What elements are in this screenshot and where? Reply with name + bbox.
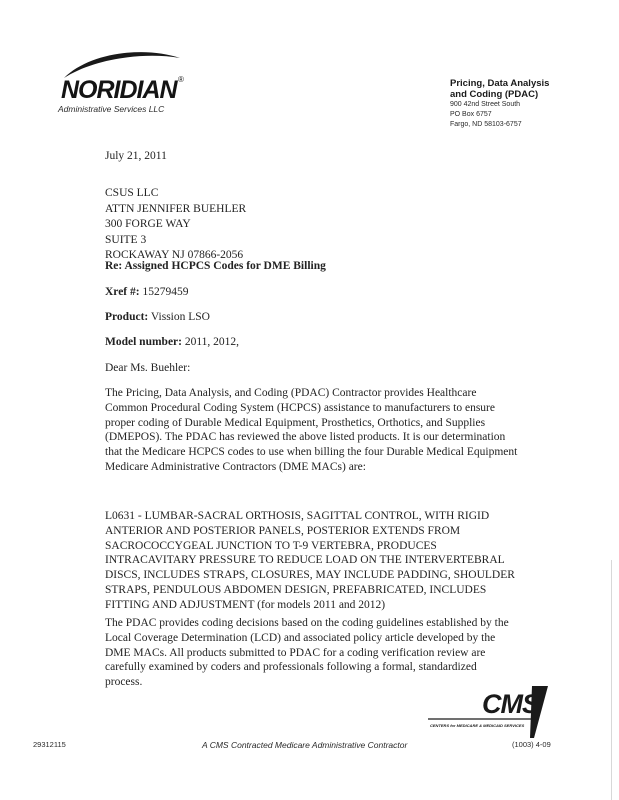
- recipient-city: ROCKAWAY NJ 07866-2056: [105, 249, 244, 261]
- logo-registered-mark: ®: [178, 75, 184, 84]
- model-value: 2011, 2012,: [184, 336, 240, 348]
- address-street: 900 42nd Street South: [450, 101, 521, 108]
- footer-contractor-note: A CMS Contracted Medicare Administrative Contractor: [202, 740, 408, 750]
- xref-line: [105, 285, 188, 300]
- recipient-suite: SUITE 3: [105, 233, 147, 246]
- letter-date: July 21, 2011: [105, 150, 167, 162]
- product-line: [105, 310, 210, 325]
- cms-subtitle: CENTERS for MEDICARE & MEDICAID SERVICES: [430, 723, 525, 728]
- org-name-line1: Pricing, Data Analysis: [450, 78, 550, 89]
- cms-logo: [424, 686, 552, 740]
- paragraph-line: Medicare Administrative Contractors (DME MACs) are:: [105, 460, 366, 473]
- footer-form-code: (1003) 4-09: [512, 740, 551, 749]
- model-label: Model number:: [105, 336, 182, 348]
- code-line: FITTING AND ADJUSTMENT (for models 2011 and 2012): [105, 598, 386, 611]
- recipient-street: 300 FORGE WAY: [105, 218, 191, 230]
- code-line: SACROCOCCYGEAL JUNCTION TO T-9 VERTEBRA, PRODUCES: [105, 539, 437, 552]
- recipient-company: CSUS LLC: [105, 187, 159, 199]
- re-line: Re: Assigned HCPCS Codes for DME Billing: [105, 260, 326, 272]
- org-name-line2: and Coding (PDAC): [450, 88, 539, 100]
- code-line: INTRACAVITARY PRESSURE TO REDUCE LOAD ON THE INTERVERTEBRAL: [105, 554, 505, 567]
- product-label: Product:: [105, 311, 149, 323]
- paragraph-line: Common Procedural Coding System (HCPCS) assistance to manufacturers to ensure: [105, 401, 495, 414]
- paragraph-line: Local Coverage Determination (LCD) and associated policy article developed by the: [105, 631, 496, 644]
- return-address: [450, 79, 549, 130]
- logo-subtitle: Administrative Services LLC: [58, 104, 165, 114]
- paragraph-line: DME MACs. All products submitted to PDAC for a coding verification review are: [105, 646, 486, 659]
- cms-wordmark: CMS: [482, 689, 539, 719]
- paragraph-coding-decisions: [105, 616, 565, 690]
- page-edge-line: [611, 560, 612, 800]
- paragraph-line: The Pricing, Data Analysis, and Coding (PDAC) Contractor provides Healthcare: [105, 387, 477, 399]
- address-city: Fargo, ND 58103-6757: [450, 121, 522, 128]
- code-line: ANTERIOR AND POSTERIOR PANELS, POSTERIOR EXTENDS FROM: [105, 524, 461, 537]
- salutation: Dear Ms. Buehler:: [105, 362, 191, 374]
- paragraph-line: The PDAC provides coding decisions based on the coding guidelines established by the: [105, 617, 509, 629]
- noridian-logo: [50, 42, 190, 112]
- xref-label: Xref #:: [105, 286, 140, 298]
- paragraph-line: proper coding of Durable Medical Equipment, Prosthetics, Orthotics, and Supplies: [105, 416, 486, 429]
- code-line: L0631 - LUMBAR-SACRAL ORTHOSIS, SAGITTAL CONTROL, WITH RIGID: [105, 510, 490, 522]
- hcpcs-code-description: [105, 509, 565, 613]
- paragraph-line: process.: [105, 676, 143, 689]
- paragraph-intro: [105, 386, 565, 475]
- recipient-address: [105, 186, 246, 264]
- paragraph-line: (DMEPOS). The PDAC has reviewed the above listed products. It is our determination: [105, 431, 506, 444]
- model-line: [105, 335, 239, 350]
- paragraph-line: carefully examined by coders and professionals following a formal, standardized: [105, 661, 477, 674]
- code-line: DISCS, INCLUDES STRAPS, CLOSURES, MAY INCLUDE PADDING, SHOULDER: [105, 569, 515, 582]
- paragraph-line: that the Medicare HCPCS codes to use when billing the four Durable Medical Equipment: [105, 446, 518, 459]
- product-value: Vission LSO: [150, 311, 210, 323]
- logo-wordmark: NORIDIAN: [61, 76, 177, 104]
- recipient-attn: ATTN JENNIFER BUEHLER: [105, 202, 247, 215]
- address-po-box: PO Box 6757: [450, 111, 492, 118]
- footer-doc-number: 29312115: [33, 740, 66, 749]
- code-line: STRAPS, PENDULOUS ABDOMEN DESIGN, PREFABRICATED, INCLUDES: [105, 583, 487, 596]
- xref-value: 15279459: [142, 286, 189, 298]
